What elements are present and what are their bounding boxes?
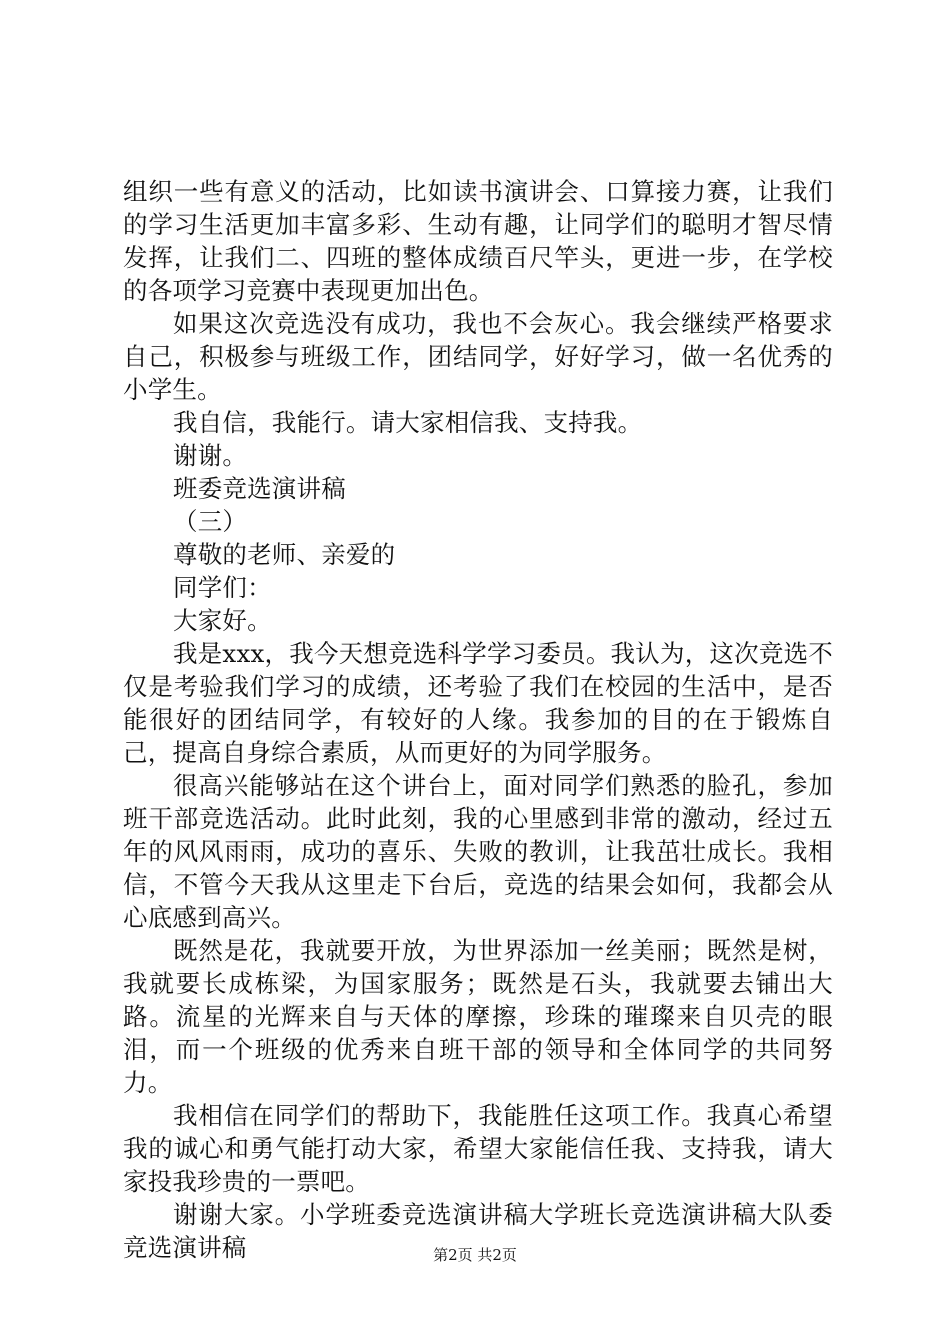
paragraph-4: 谢谢。	[173, 441, 248, 470]
paragraph-12: 既然是花，我就要开放，为世界添加一丝美丽；既然是树，我就要长成栋梁，为国家服务；既然是石头，我就要去铺出大路。流星的光辉来自与天体的摩擦，珍珠的璀璨来自贝壳的眼泪，而一个班级的优秀来自班干部的领导和全体同学的共同努力。	[123, 936, 833, 1097]
section-title: 班委竞选演讲稿	[173, 474, 346, 503]
page-footer	[0, 1245, 950, 1265]
paragraph-2: 如果这次竞选没有成功，我也不会灰心。我会继续严格要求自己，积极参与班级工作，团结同学，好好学习，做一名优秀的小学生。	[123, 309, 833, 404]
closing-paragraph: 谢谢大家。小学班委竞选演讲稿大学班长竞选演讲稿大队委竞选演讲稿	[123, 1200, 833, 1262]
document-body	[123, 175, 833, 1264]
paragraph-3: 我自信，我能行。请大家相信我、支持我。	[173, 408, 643, 437]
paragraph-13: 我相信在同学们的帮助下，我能胜任这项工作。我真心希望我的诚心和勇气能打动大家，希望大家能信任我、支持我，请大家投我珍贵的一票吧。	[123, 1101, 833, 1196]
paragraph-11: 很高兴能够站在这个讲台上，面对同学们熟悉的脸孔，参加班干部竞选活动。此时此刻，我的心里感到非常的激动，经过五年的风风雨雨，成功的喜乐、失败的教训，让我茁壮成长。我相信，不管今天我从这里走下台后，竞选的结果会如何，我都会从心底感到高兴。	[123, 771, 833, 932]
section-number: （三）	[173, 507, 248, 536]
paragraph-10: 我是xxx，我今天想竞选科学学习委员。我认为，这次竞选不仅是考验我们学习的成绩，还考验了我们在校园的生活中，是否能很好的团结同学，有较好的人缘。我参加的目的在于锻炼自己，提高自身综合素质，从而更好的为同学服务。	[123, 639, 833, 767]
greeting: 大家好。	[173, 606, 272, 635]
page-number-label: 第2页 共2页	[433, 1246, 517, 1264]
paragraph-1: 组织一些有意义的活动，比如读书演讲会、口算接力赛，让我们的学习生活更加丰富多彩、生动有趣，让同学们的聪明才智尽情发挥，让我们二、四班的整体成绩百尺竿头，更进一步，在学校的各项学习竞赛中表现更加出色。	[123, 177, 833, 305]
salutation-line-2: 同学们：	[173, 573, 272, 602]
salutation-line-1: 尊敬的老师、亲爱的	[173, 540, 396, 569]
